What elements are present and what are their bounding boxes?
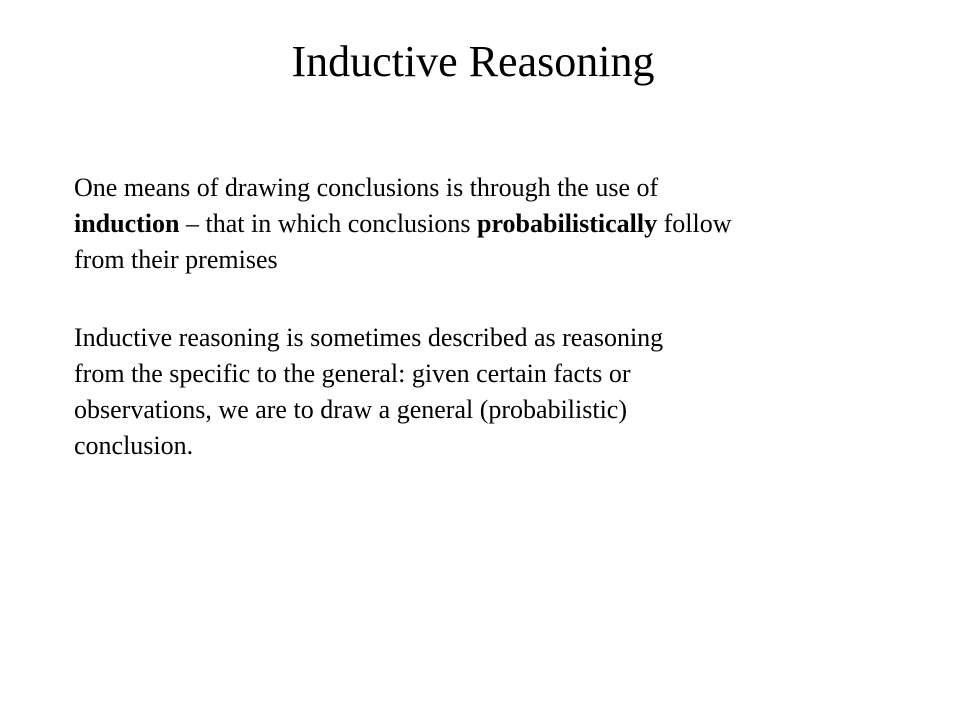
paragraph2-line4: conclusion. <box>74 431 194 460</box>
term-induction: induction <box>74 209 180 238</box>
paragraph1-line2 <box>74 206 894 242</box>
paragraph1-line2-middle: – that in which conclusions <box>179 209 478 238</box>
term-probabilistically: probabilistically <box>477 209 658 238</box>
paragraph2-line3: observations, we are to draw a general (probabilistic) <box>74 395 628 424</box>
paragraph2-line1: Inductive reasoning is sometimes described as reasoning <box>74 323 664 352</box>
paragraph-induction-definition <box>74 170 894 278</box>
paragraph1-line2-end: follow <box>657 209 732 238</box>
slide-title: Inductive Reasoning <box>291 37 655 86</box>
paragraph2-line2: from the specific to the general: given certain facts or <box>74 359 631 388</box>
paragraph1-line1: One means of drawing conclusions is through the use of <box>74 173 659 202</box>
paragraph1-line3: from their premises <box>74 245 278 274</box>
paragraph-inductive-description <box>74 320 894 464</box>
